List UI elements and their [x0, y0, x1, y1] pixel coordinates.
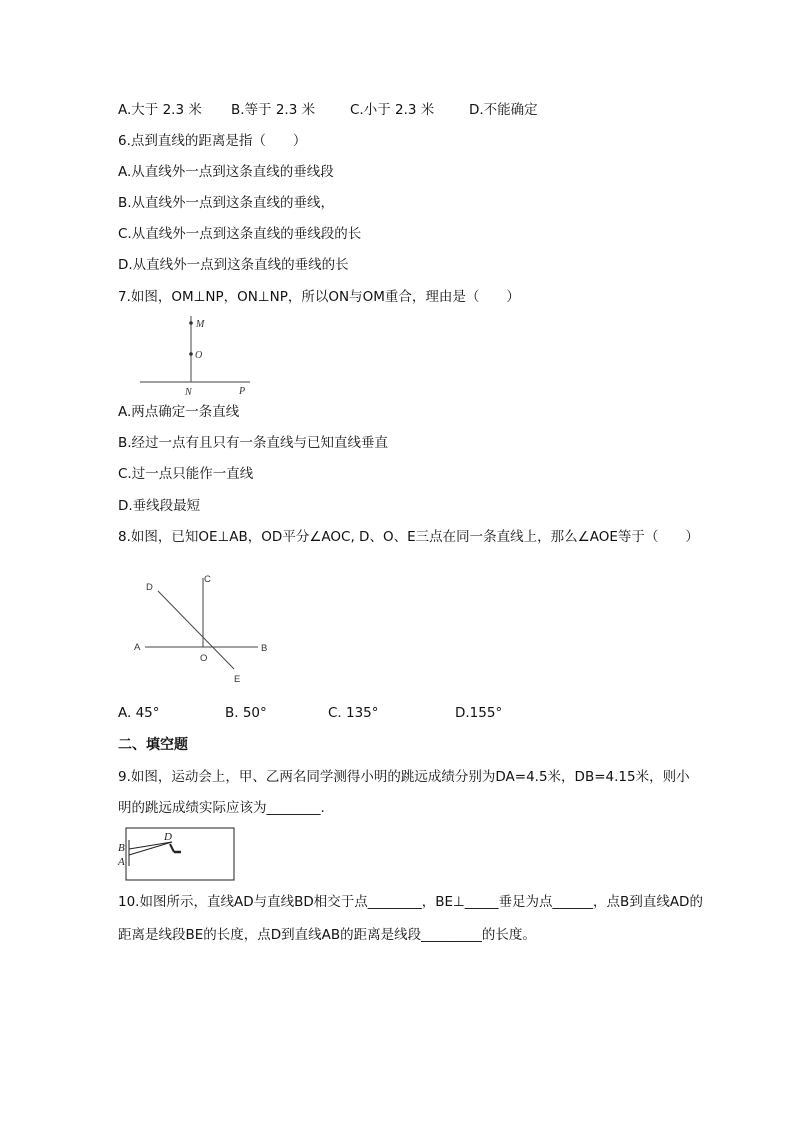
q7-option-a: A.两点确定一条直线	[118, 404, 240, 420]
q7-point-o	[189, 352, 193, 356]
q7-label-p: P	[239, 386, 246, 397]
q6-option-c: C.从直线外一点到这条直线的垂线段的长	[118, 226, 362, 242]
q6-option-a: A.从直线外一点到这条直线的垂线段	[118, 164, 334, 180]
q7-stem: 7.如图，OM⊥NP，ON⊥NP，所以ON与OM重合，理由是（ ）	[118, 289, 520, 305]
q8-option-d: D.155°	[455, 705, 503, 721]
q8-label-a: A	[134, 642, 141, 653]
q7-label-n: N	[185, 387, 192, 398]
q8-label-o: O	[200, 653, 208, 664]
q7-option-c: C.过一点只能作一直线	[118, 466, 254, 482]
q8-label-b: B	[261, 643, 268, 654]
q9-line-2: 明的跳远成绩实际应该为________.	[118, 800, 325, 816]
q8-label-e: E	[234, 674, 241, 685]
q9-segment-da	[129, 842, 172, 855]
q7-point-m	[189, 321, 193, 325]
q6-stem: 6.点到直线的距离是指（ ）	[118, 133, 307, 149]
q6-option-b: B.从直线外一点到这条直线的垂线，	[118, 195, 335, 211]
q9-label-b: B	[118, 842, 125, 854]
q5-options	[118, 101, 678, 119]
q5-option-c: C.小于 2.3 米	[350, 102, 435, 118]
q8-label-d: D	[146, 582, 153, 593]
q10-line-2: 距离是线段BE的长度，点D到直线AB的距离是线段_________的长度。	[118, 927, 536, 943]
q8-option-b: B. 50°	[225, 705, 267, 721]
q8-options	[118, 704, 538, 722]
q7-figure	[138, 312, 258, 398]
q7-option-b: B.经过一点有且只有一条直线与已知直线垂直	[118, 435, 389, 451]
q10-line-1: 10.如图所示，直线AD与直线BD相交于点________，BE⊥_____垂足为点______，点B到直线AD的	[118, 894, 703, 910]
q7-label-m: M	[196, 319, 205, 330]
q5-option-a: A.大于 2.3 米	[118, 102, 202, 118]
q8-line-de	[158, 591, 234, 669]
q6-option-d: D.从直线外一点到这条直线的垂线的长	[118, 257, 349, 273]
q5-option-b: B.等于 2.3 米	[231, 102, 316, 118]
q8-label-c: C	[204, 574, 211, 585]
q8-option-a: A. 45°	[118, 705, 160, 721]
q9-segment-db	[129, 842, 172, 849]
q8-stem: 8.如图，已知OE⊥AB，OD平分∠AOC, D、O、E三点在同一条直线上，那么∠AOE等于（ ）	[118, 529, 699, 545]
q5-option-d: D.不能确定	[469, 102, 538, 118]
q9-sandpit	[126, 828, 234, 880]
q9-footmark	[170, 844, 174, 852]
q7-label-o: O	[195, 350, 203, 361]
q7-option-d: D.垂线段最短	[118, 498, 201, 514]
q9-figure	[116, 826, 240, 884]
q8-option-c: C. 135°	[328, 705, 379, 721]
q8-figure	[130, 570, 275, 690]
section-fill-in-title: 二、填空题	[118, 737, 188, 753]
q9-label-a: A	[118, 856, 125, 868]
q9-label-d: D	[164, 831, 172, 843]
q9-line-1: 9.如图，运动会上，甲、乙两名同学测得小明的跳远成绩分别为DA=4.5米，DB=4.15米，则小	[118, 769, 690, 785]
